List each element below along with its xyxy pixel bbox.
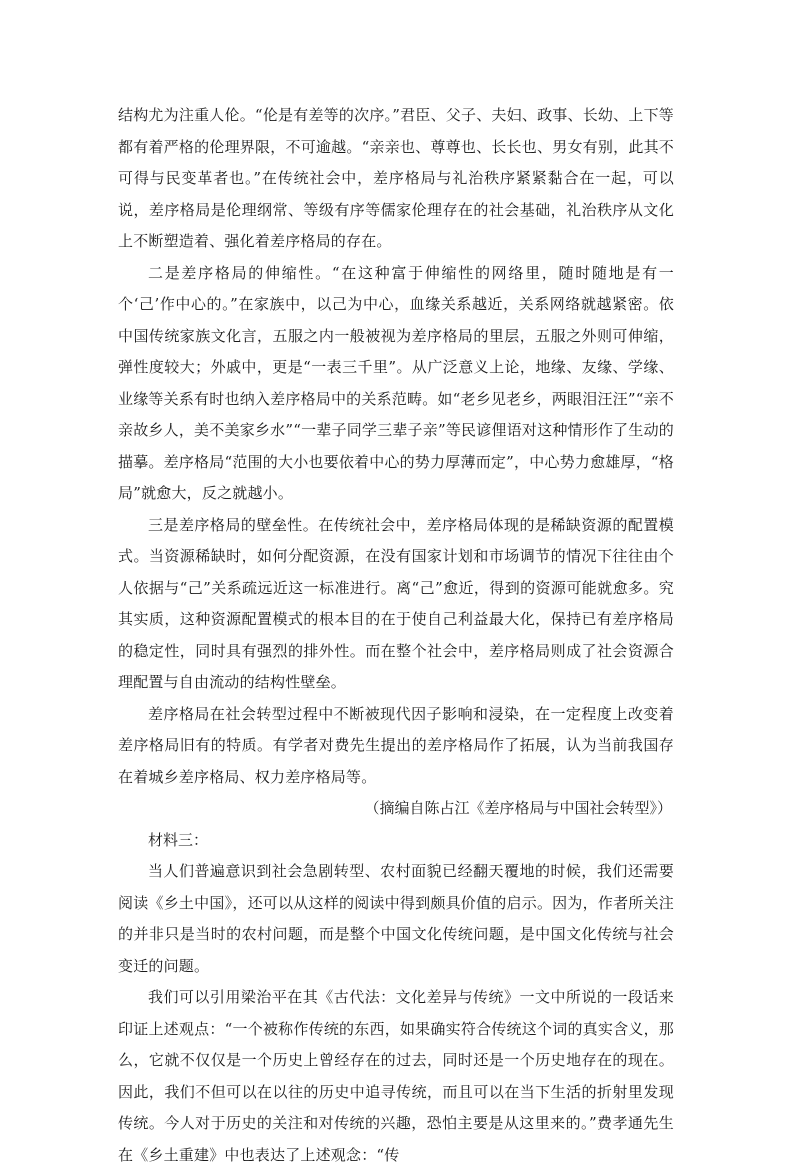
paragraph-4: 差序格局在社会转型过程中不断被现代因子影响和浸染，在一定程度上改变着差序格局旧有的特质。有学者对费先生提出的差序格局作了拓展，认为当前我国存在着城乡差序格局、权力差序格局等。 (118, 704, 674, 786)
paragraph-5: 当人们普遍意识到社会急剧转型、农村面貌已经翻天覆地的时候，我们还需要阅读《乡土中国》，还可以从这样的阅读中得到颇具价值的启示。因为，作者所关注的并非只是当时的农村问题，而是整个中国文化传统问题，是中国文化传统与社会变迁的问题。 (118, 862, 674, 975)
paragraph-6: 我们可以引用梁治平在其《古代法：文化差异与传统》一文中所说的一段话来印证上述观点：“一个被称作传统的东西，如果确实符合传统这个词的真实含义，那么，它就不仅仅是一个历史上曾经存在的过去，同时还是一个历史地存在的现在。因此，我们不但可以在以往的历史中追寻传统，而且可以在当下生活的折射里发现传统。今人对于历史的关注和对传统的兴趣，恐怕主要是从这里来的。”费孝通先生在《乡土重建》中也表达了上述观念：“传 (118, 988, 674, 1164)
material-label: 材料三： (148, 830, 209, 849)
paragraph-1: 结构尤为注重人伦。“伦是有差等的次序。”君臣、父子、夫妇、政事、长幼、上下等都有着严格的伦理界限，不可逾越。“亲亲也、尊尊也、长长也、男女有别，此其不可得与民变革者也。”在传统社会中，差序格局与礼治秩序紧紧黏合在一起，可以说，差序格局是伦理纲常、等级有序等儒家伦理存在的社会基础，礼治秩序从文化上不断塑造着、强化着差序格局的存在。 (118, 106, 674, 250)
source-citation: （摘编自陈占江《差序格局与中国社会转型》） (364, 799, 672, 817)
paragraph-3: 三是差序格局的壁垒性。在传统社会中，差序格局体现的是稀缺资源的配置模式。当资源稀缺时，如何分配资源，在没有国家计划和市场调节的情况下往往由个人依据与“己”关系疏远近这一标准进行。离“己”愈近，得到的资源可能就愈多。究其实质，这种资源配置模式的根本目的在于使自己利益最大化，保持已有差序格局的稳定性，同时具有强烈的排外性。而在整个社会中，差序格局则成了社会资源合理配置与自由流动的结构性壁垒。 (118, 515, 674, 691)
body-text (118, 100, 674, 1171)
paragraph-2: 二是差序格局的伸缩性。“在这种富于伸缩性的网络里，随时随地是有一个‘己’作中心的。”在家族中，以己为中心，血缘关系越近，关系网络就越紧密。依中国传统家族文化言，五服之内一般被视为差序格局的里层，五服之外则可伸缩，弹性度较大；外戚中，更是“一表三千里”。从广泛意义上论，地缘、友缘、学缘、业缘等关系有时也纳入差序格局中的关系范畴。如“老乡见老乡，两眼泪汪汪”“亲不亲故乡人，美不美家乡水”“一辈子同学三辈子亲”等民谚俚语对这种情形作了生动的描摹。差序格局“范围的大小也要依着中心的势力厚薄而定”，中心势力愈雄厚，“格局”就愈大，反之就越小。 (118, 263, 674, 502)
